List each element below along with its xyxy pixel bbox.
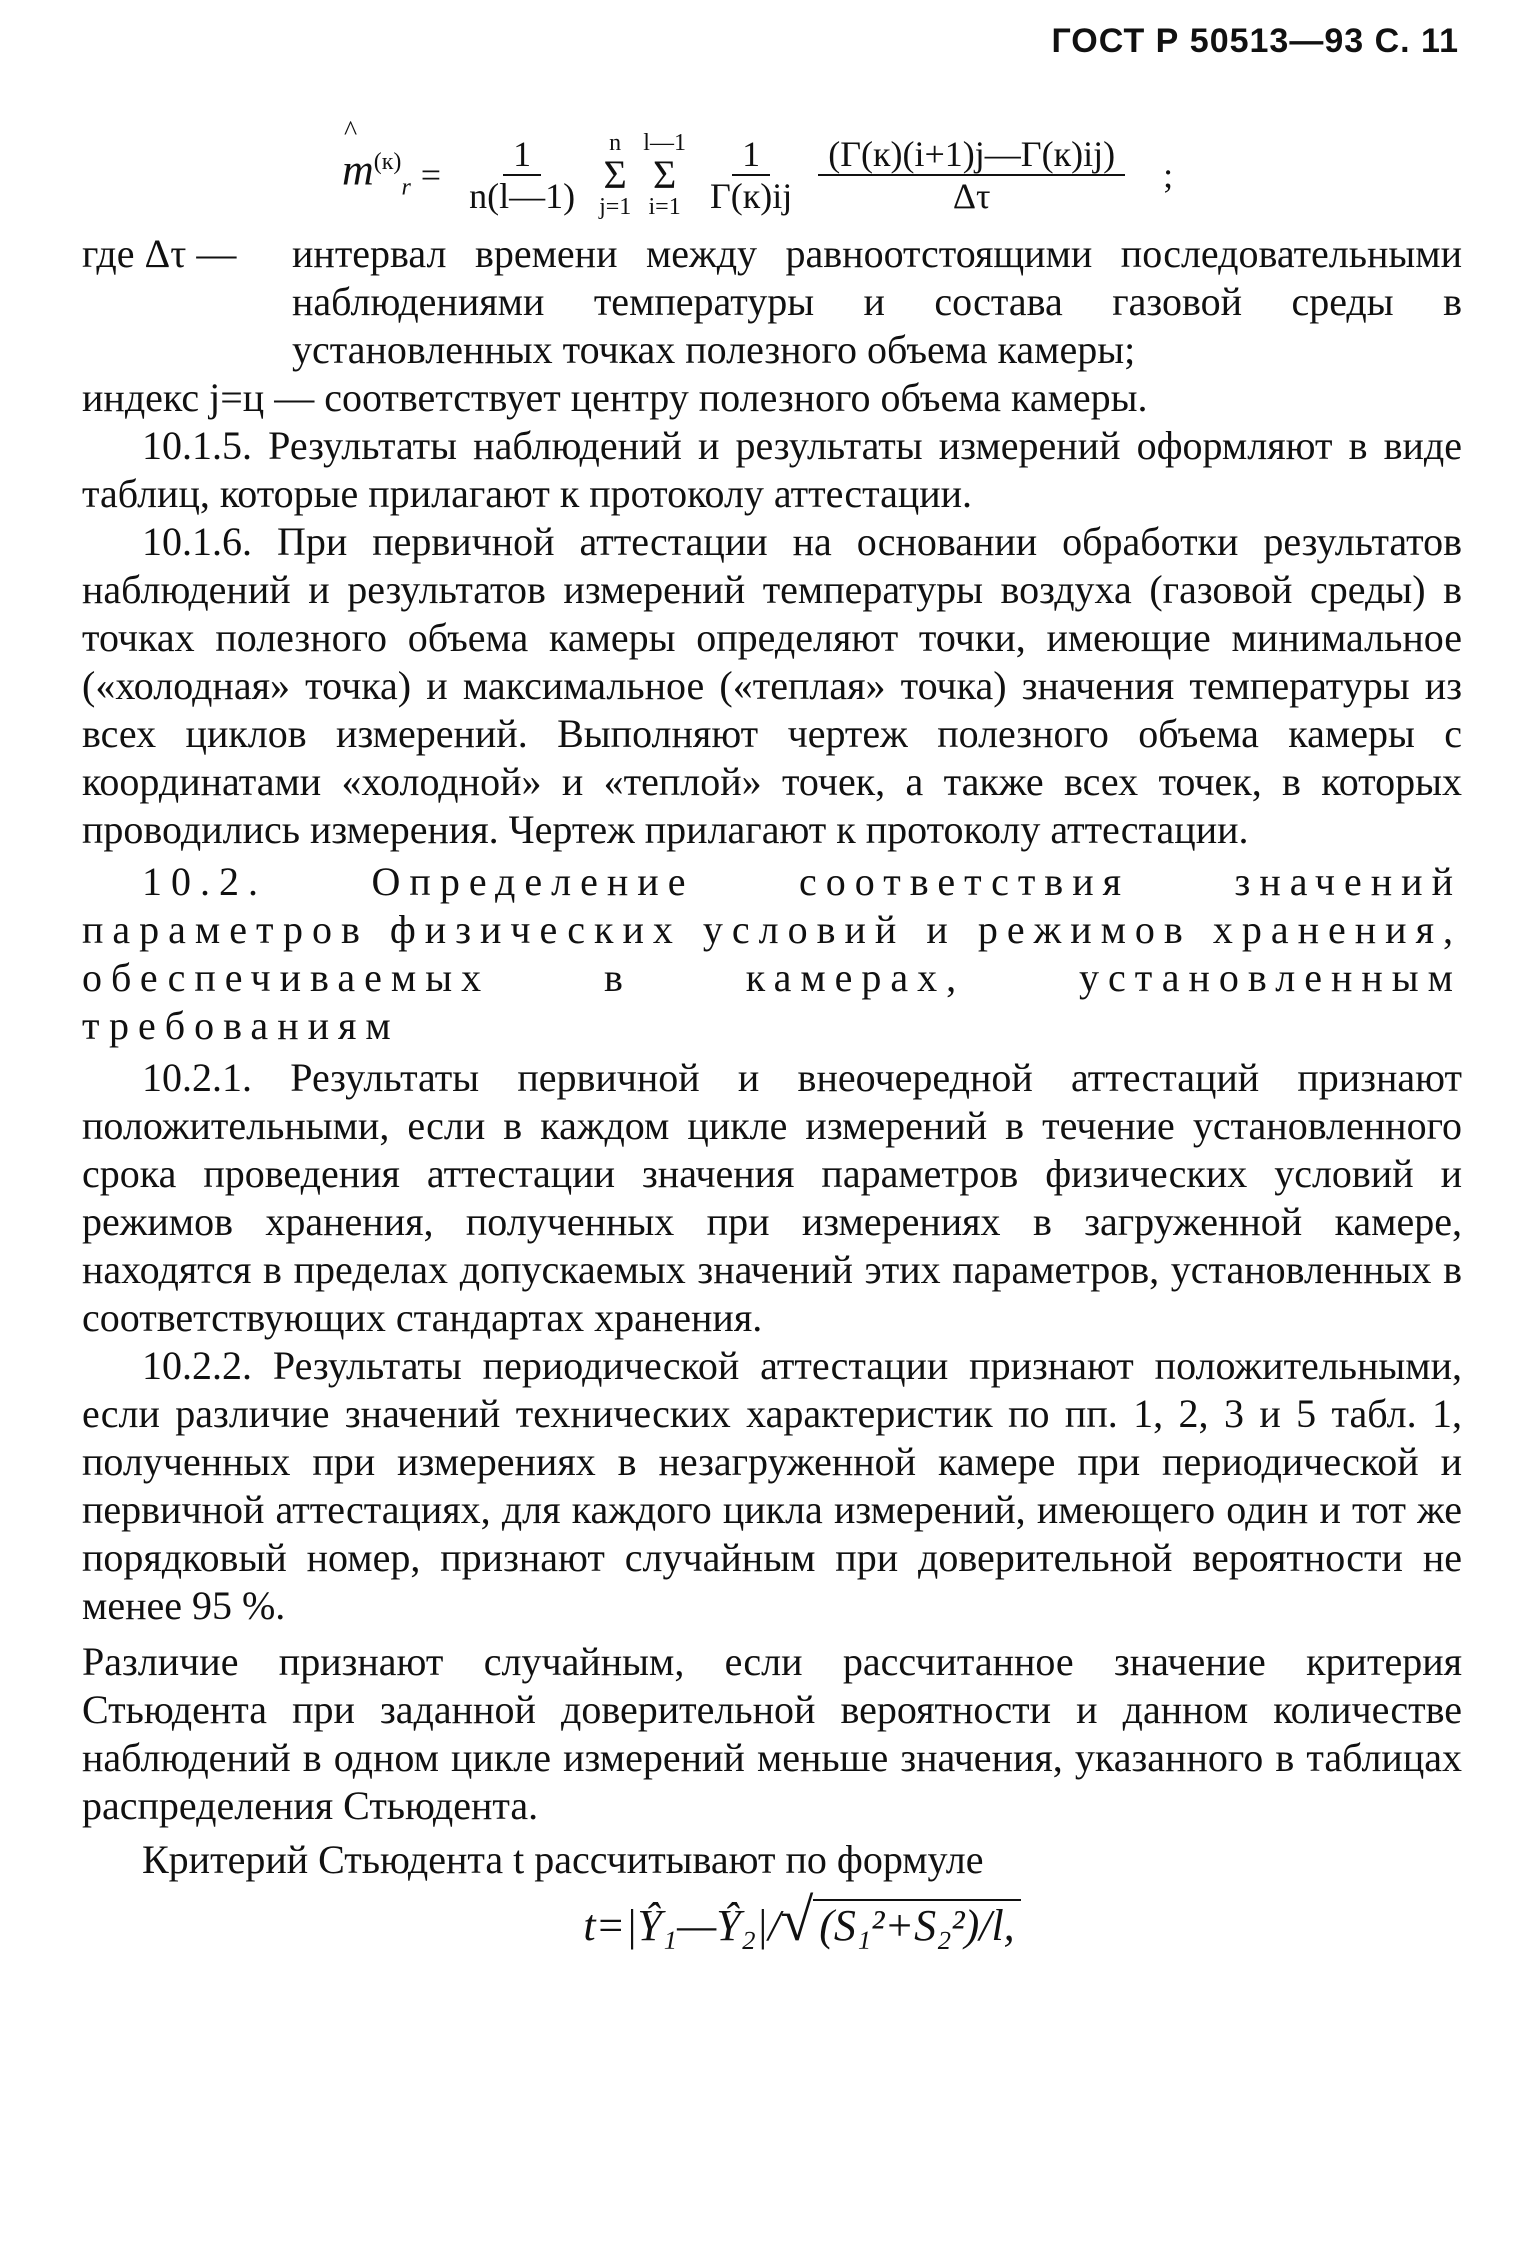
paragraph-10-1-6: 10.1.6. При первичной аттестации на основании обработки результатов наблюдений и результатов измерений температуры воздуха (газовой среды) в точках полезного объема камеры определяют точки, имеющие минимальное («холодная» точка) и максимальное («теплая» точка) значения температуры из всех циклов измерений. Выполняют чертеж полезного объема камеры с координатами «холодной» и «теплой» точек, а также всех точек, в которых проводились измерения. Чертеж прилагают к протоколу аттестации.: [82, 519, 1462, 852]
paragraph-difference: Различие признают случайным, если рассчитанное значение критерия Стьюдента при заданной доверительной вероятности и данном количестве наблюдений в одном цикле измерений меньше значения, указанного в таблицах распределения Стьюдента.: [82, 1639, 1462, 1828]
formula-lhs: ^ $m^{(к)}_r$: [342, 116, 411, 201]
paragraph-index: индекс j=ц — соответствует центру полезного объема камеры.: [82, 375, 1148, 420]
formula-m-hat: [82, 116, 1462, 230]
paragraph-10-2-2: 10.2.2. Результаты периодической аттестации признают положительными, если различие значений технических характеристик по пп. 1, 2, 3 и 5 табл. 1, полученных при измерениях в незагруженной камере при периодической и первичной аттестациях, для каждого цикла измерений, имеющего один и тот же порядковый номер, признают случайным при доверительной вероятности не менее 95 %.: [82, 1343, 1462, 1628]
formula-end: ;: [1163, 155, 1174, 195]
section-heading-10-2: 10.2. Определение соответствия значений параметров физических условий и режимов хранения, обеспечиваемых в камерах, установленным требованиям: [82, 859, 1462, 1048]
formula-student-t: t=|Ŷ₁—Ŷ₂|/√ (S₁²+S₂²)/l,: [82, 1896, 1462, 1950]
where-definition: [82, 230, 1462, 374]
where-def: интервал времени между равноотстоящими последовательными наблюдениями температуры и состава газовой среды в установленных точках полезного объема камеры;: [292, 231, 1462, 372]
formula-frac2: $\frac{1}{\Gamma(к)ij}$: [709, 134, 793, 216]
document-body: [82, 116, 1462, 1953]
paragraph-10-2-1: 10.2.1. Результаты первичной и внеочередной аттестаций признают положительными, если в каждом цикле измерений в течение установленного срока проведения аттестации значения параметров физических условий и режимов хранения, полученных при измерениях в загруженной камере, находятся в пределах допускаемых значений этих параметров, установленных в соответствующих стандартах хранения.: [82, 1055, 1462, 1340]
formula-frac1: $\frac{1}{n(l—1)}$: [469, 134, 576, 216]
paragraph-10-1-5: 10.1.5. Результаты наблюдений и результаты измерений оформляют в виде таблиц, которые прилагают к протоколу аттестации.: [82, 423, 1462, 516]
formula-sum-j: n Σ j=1: [599, 130, 632, 220]
paragraph-criterion: Критерий Стьюдента t рассчитывают по формуле: [142, 1837, 984, 1882]
formula-sum-i: l—1 Σ i=1: [643, 130, 686, 220]
formula-eq: =: [420, 155, 442, 195]
where-term: где Δτ —: [82, 231, 237, 276]
page-header: ГОСТ Р 50513—93 С. 11: [1051, 22, 1459, 60]
formula-frac3: $\frac{(\Gamma(к)(i+1)j—\Gamma(к)ij)}{\Delta\tau}$: [818, 134, 1125, 216]
